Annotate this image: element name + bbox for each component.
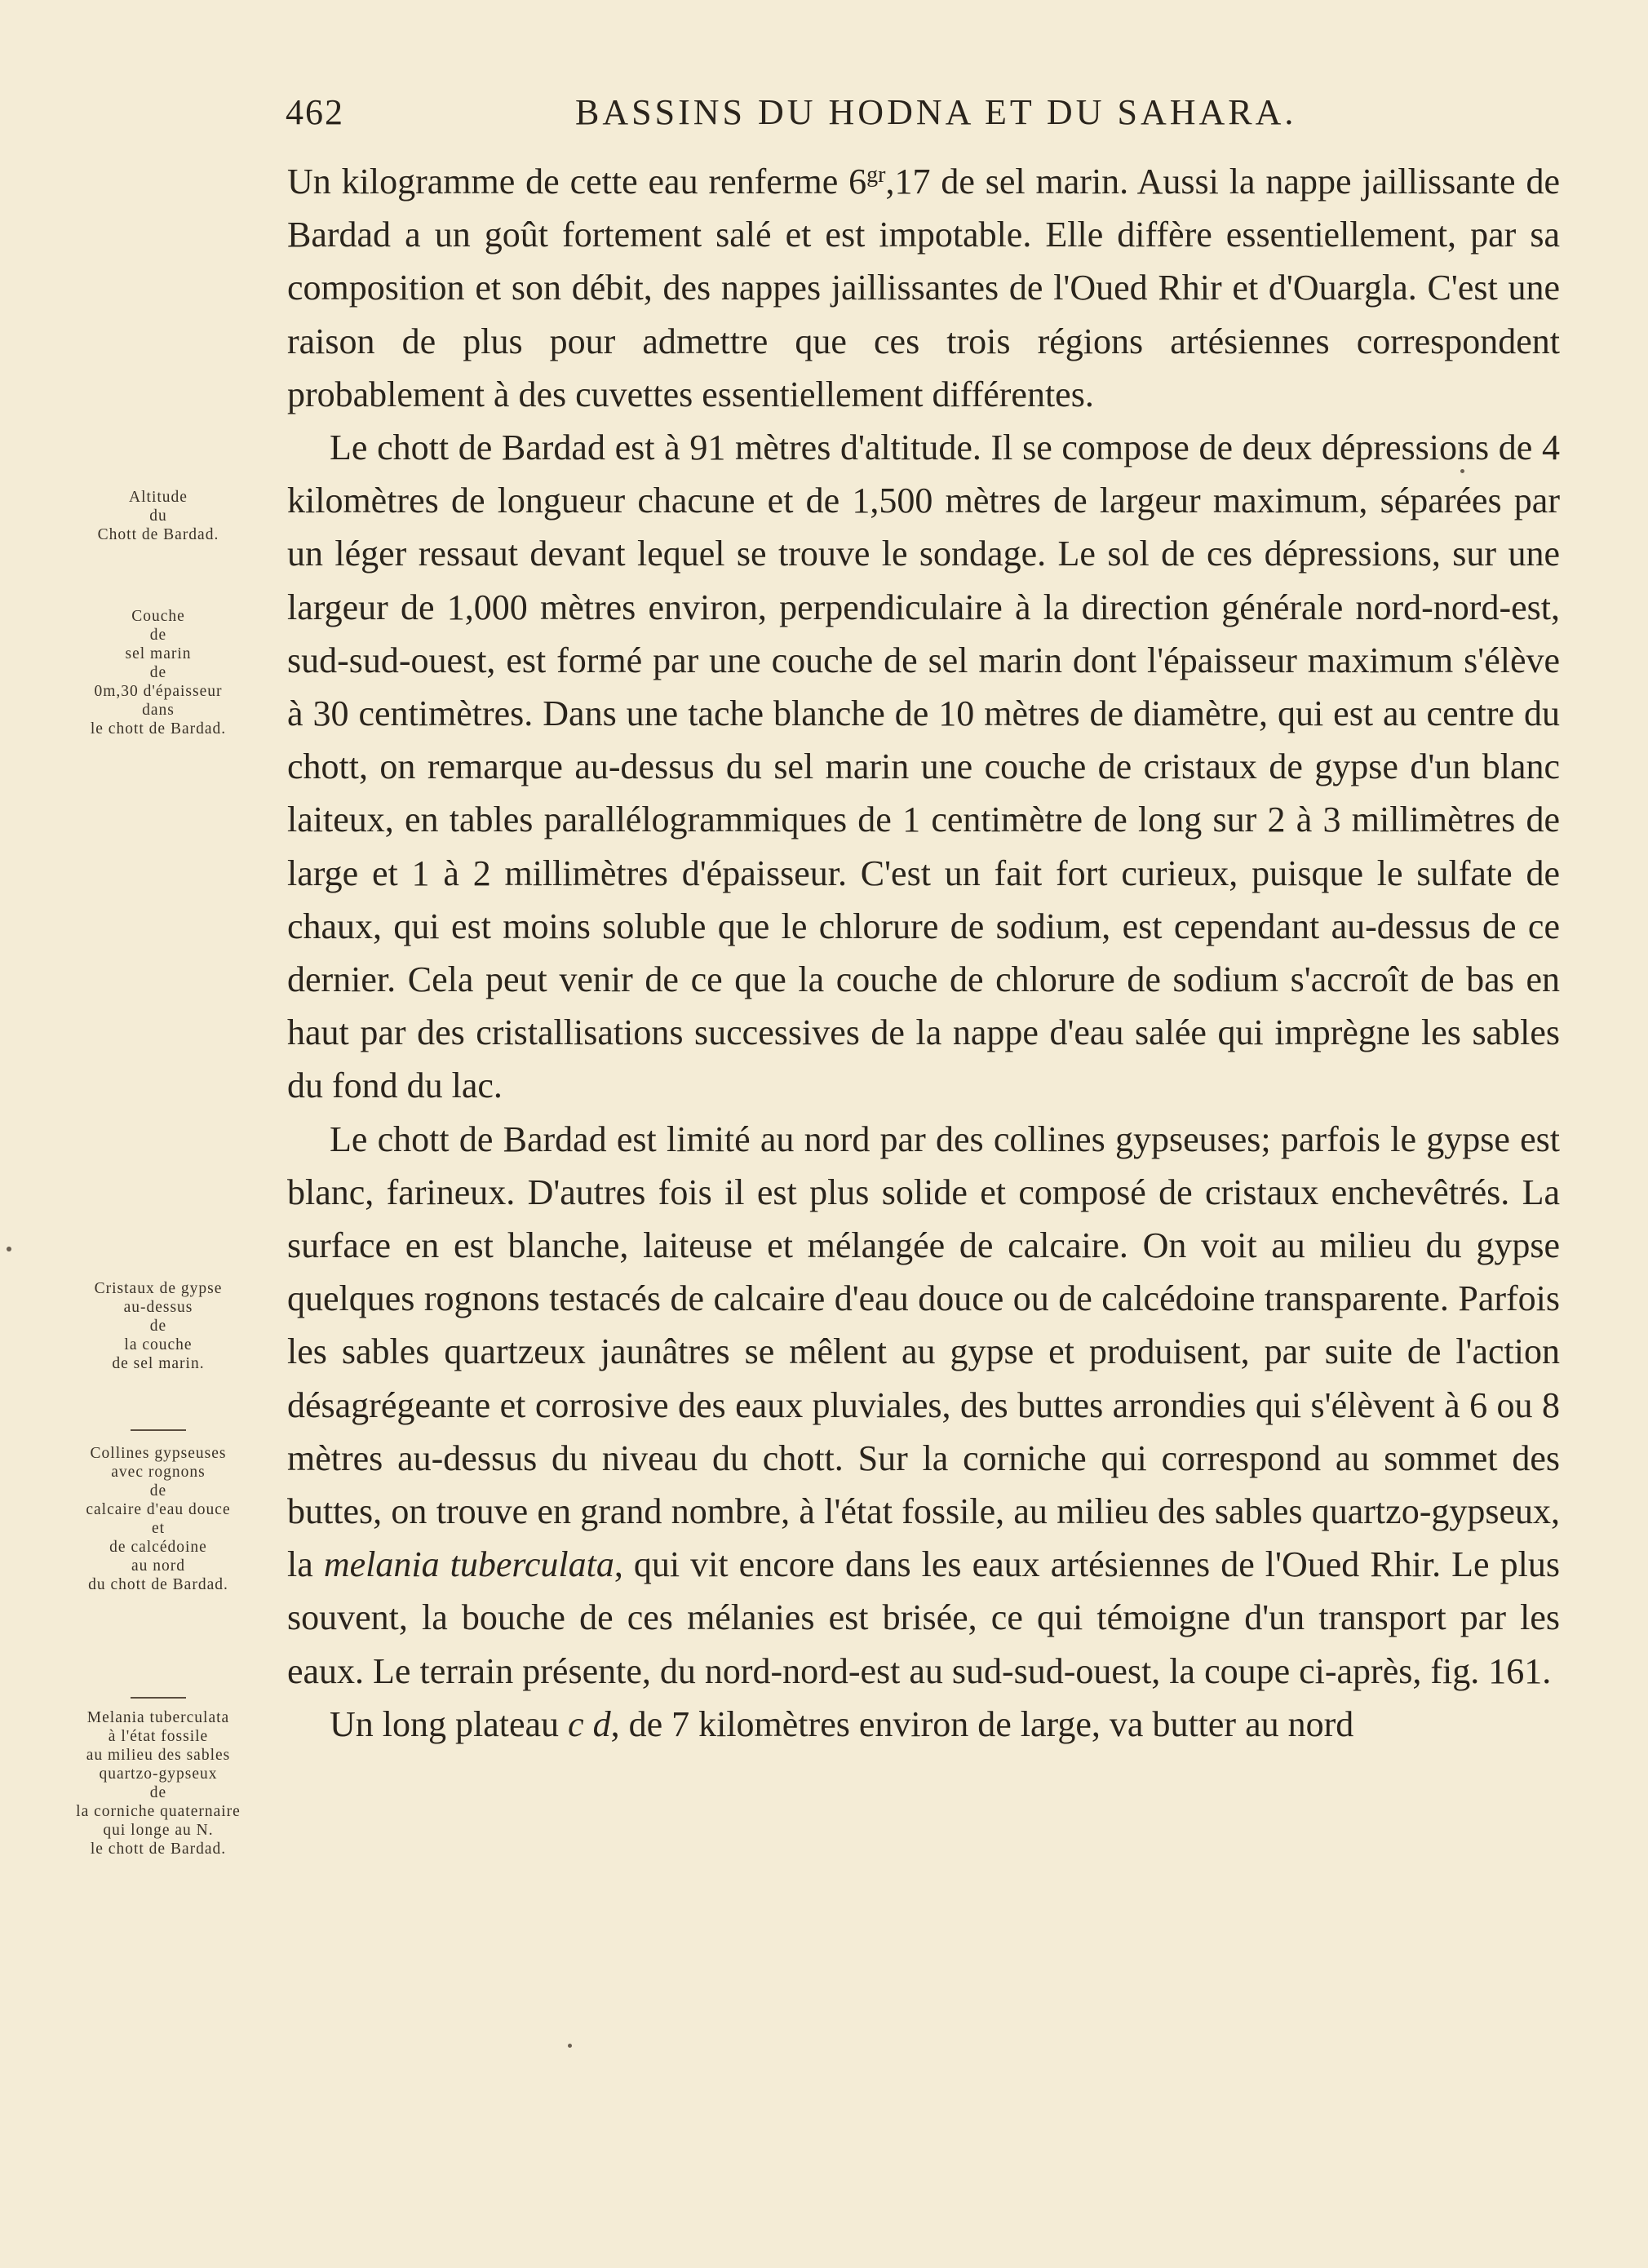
running-title: BASSINS DU HODNA ET DU SAHARA. <box>575 92 1297 132</box>
margin-note-salt-layer: Couche de sel marin de 0m,30 d'épaisseur dans le chott de Bardad. <box>90 608 227 738</box>
body-text <box>287 155 1560 1751</box>
margin-rule <box>131 1697 186 1699</box>
ink-speck <box>568 2044 572 2048</box>
paragraph: Un kilogramme de cette eau renferme $6^{gr},17$ de sel marin. Aussi la nappe jaillissante de Bardad a un goût fortement salé et est impotable. Elle diffère essentiellement, par sa composition et son débit, des nappes jaillissantes de l'Oued Rhir et d'Ouargla. C'est une raison de plus pour admettre que ces trois régions artésiennes correspondent probablement à des cuvettes essentiellement différentes. <box>287 162 1560 414</box>
margin-note-gypsum-hills: Collines gypseuses avec rognons de calcaire d'eau douce et de calcédoine au nord du chott de Bardad. <box>86 1445 231 1593</box>
ink-speck <box>1460 469 1464 473</box>
ink-speck <box>7 1247 11 1251</box>
margin-note-altitude: Altitude du Chott de Bardad. <box>97 489 219 543</box>
paragraph: Le chott de Bardad est à 91 mètres d'altitude. Il se compose de deux dépressions de 4 kilomètres de longueur chacune et de 1,500 mètres de largeur maximum, séparées par un léger ressaut devant lequel se trouve le sondage. Le sol de ces dépressions, sur une largeur de 1,000 mètres environ, perpendiculaire à la direction générale nord-nord-est, sud-sud-ouest, est formé par une couche de sel marin dont l'épaisseur maximum s'élève à 30 centimètres. Dans une tache blanche de 10 mètres de diamètre, qui est au centre du chott, on remarque au-dessus du sel marin une couche de cristaux de gypse d'un blanc laiteux, en tables parallélogrammiques de 1 centimètre de long sur 2 à 3 millimètres de large et 1 à 2 millimètres d'épaisseur. C'est un fait fort curieux, puisque le sulfate de chaux, qui est moins soluble que le chlorure de sodium, est cependant au-dessus de ce dernier. Cela peut venir de ce que la couche de chlorure de sodium s'accroît de bas en haut par des cristallisations successives de la nappe d'eau salée qui imprègne les sables du fond du lac. <box>287 427 1560 1106</box>
margin-note-melania: Melania tuberculata à l'état fossile au milieu des sables quartzo-gypseux de la corniche quaternaire qui longe au N. le chott de Bardad. <box>76 1709 241 1858</box>
page-number: 462 <box>286 92 344 132</box>
paragraph: Un long plateau c d, de 7 kilomètres environ de large, va butter au nord <box>330 1703 1354 1744</box>
margin-note-gypsum-crystals: Cristaux de gypse au-dessus de la couche de sel marin. <box>94 1280 223 1372</box>
paragraph: Le chott de Bardad est limité au nord par des collines gypseuses; parfois le gypse est blanc, farineux. D'autres fois il est plus solide et composé de cristaux enchevêtrés. La surface en est blanche, laiteuse et mélangée de calcaire. On voit au milieu du gypse quelques rognons testacés de calcaire d'eau douce ou de calcédoine transparente. Parfois les sables quartzeux jaunâtres se mêlent au gypse et produisent, par suite de l'action désagrégeante et corrosive des eaux pluviales, des buttes arrondies qui s'élèvent à 6 ou 8 mètres au-dessus du niveau du chott. Sur la corniche qui correspond au sommet des buttes, on trouve en grand nombre, à l'état fossile, au milieu des sables quartzo-gypseux, la melania tuberculata, qui vit encore dans les eaux artésiennes de l'Oued Rhir. Le plus souvent, la bouche de ces mélanies est brisée, ce qui témoigne d'un transport par les eaux. Le terrain présente, du nord-nord-est au sud-sud-ouest, la coupe ci-après, fig. 161. <box>287 1118 1560 1691</box>
page-header <box>286 91 1558 140</box>
margin-rule <box>131 1429 186 1431</box>
